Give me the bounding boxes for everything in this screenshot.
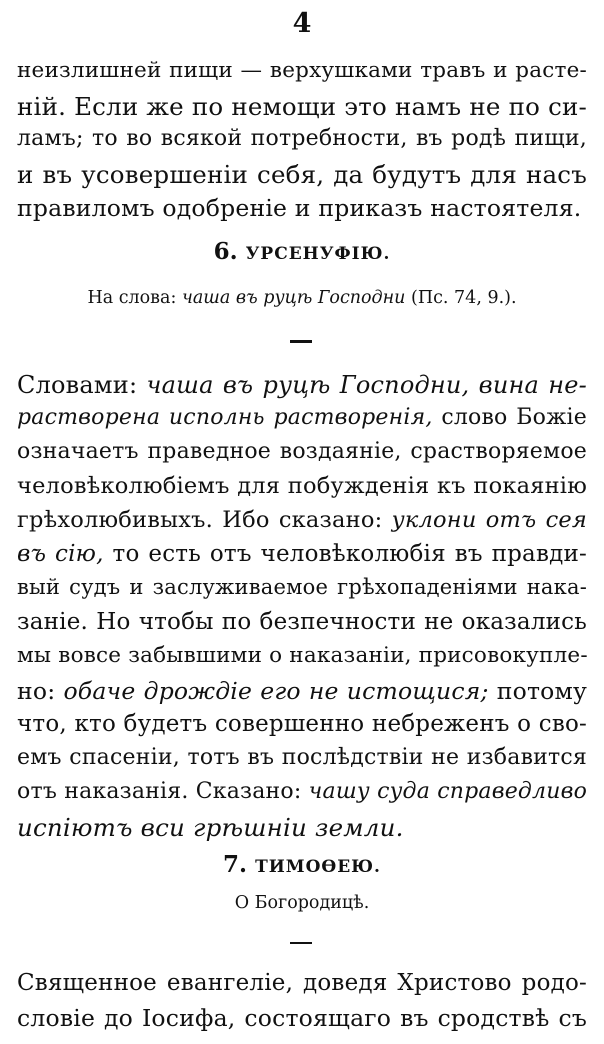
text-line: мы вовсе забывшими о наказаніи, присовокупле-	[17, 643, 588, 668]
text-line: вый судъ и заслуживаемое грѣхопаденіями нака-	[17, 575, 587, 599]
section-subtitle-7: О Богородицѣ.	[234, 893, 370, 913]
italic-quote: обаче дрождіе его не истощися;	[63, 677, 489, 705]
text-span: отъ наказанія. Сказано:	[17, 779, 309, 804]
text-line: и въ усовершеніи себя, да будутъ для насъ	[17, 160, 587, 189]
text-span: но:	[17, 677, 64, 705]
text-line	[17, 507, 587, 533]
text-line: ній. Если же по немощи это намъ не по си-	[17, 92, 587, 121]
subtitle-reference: (Пс. 74, 9.).	[411, 288, 517, 308]
text-line: человѣколюбіемъ для побужденія къ покаянію	[17, 473, 587, 499]
text-span: Словами:	[17, 371, 147, 399]
section-divider	[290, 340, 312, 343]
text-line: заніе. Но чтобы по безпечности не оказались	[17, 609, 587, 635]
subtitle-prefix: На слова:	[87, 288, 177, 308]
text-line: Священное евангеліе, доведя Христово родо-	[17, 970, 587, 996]
section-number: 7.	[223, 851, 248, 878]
text-span: потому	[488, 677, 588, 705]
text-span: то есть отъ человѣколюбія въ правди-	[103, 541, 587, 567]
section-subtitle-6	[0, 288, 604, 308]
italic-quote: растворена исполнь растворенія,	[17, 405, 433, 430]
text-line: неизлишней пищи — верхушками травъ и расте-	[17, 58, 587, 83]
section-name: УРСЕНУФІЮ.	[245, 244, 391, 264]
text-span: слово Божіе	[432, 405, 587, 430]
italic-quote: чашу суда справедливо	[308, 779, 588, 804]
section-name: ТИМОѲЕЮ.	[255, 857, 381, 877]
section-heading-7	[0, 851, 604, 878]
text-line	[17, 813, 587, 842]
section-heading-6	[0, 238, 604, 265]
text-line	[17, 779, 587, 804]
text-line: словіе до Іосифа, состоящаго въ сродствѣ съ	[17, 1004, 587, 1032]
text-line	[17, 405, 587, 430]
subtitle-quote: чаша въ руцѣ Господни	[181, 288, 406, 308]
text-span: грѣхолюбивыхъ. Ибо сказано:	[17, 507, 392, 533]
italic-quote: чаша въ руцѣ Господни, вина не-	[146, 371, 587, 399]
page-number: 4	[292, 8, 312, 39]
text-line: правиломъ одобреніе и приказъ настоятеля.	[17, 194, 582, 222]
italic-quote: въ сію,	[17, 541, 104, 567]
text-line: ламъ; то во всякой потребности, въ родѣ пищи,	[17, 126, 587, 151]
italic-quote: испіютъ вси грѣшніи земли.	[17, 813, 404, 842]
text-line	[17, 677, 587, 705]
section-divider	[290, 942, 312, 944]
text-line: емъ спасеніи, тотъ въ послѣдствіи не избавится	[17, 745, 587, 770]
text-line	[17, 541, 587, 567]
text-line	[17, 371, 587, 399]
text-line: означаетъ праведное воздаяніе, срастворяемое	[17, 439, 587, 464]
italic-quote: уклони отъ сея	[391, 507, 587, 533]
text-line: что, кто будетъ совершенно небреженъ о сво-	[17, 711, 587, 737]
section-number: 6.	[213, 238, 238, 265]
